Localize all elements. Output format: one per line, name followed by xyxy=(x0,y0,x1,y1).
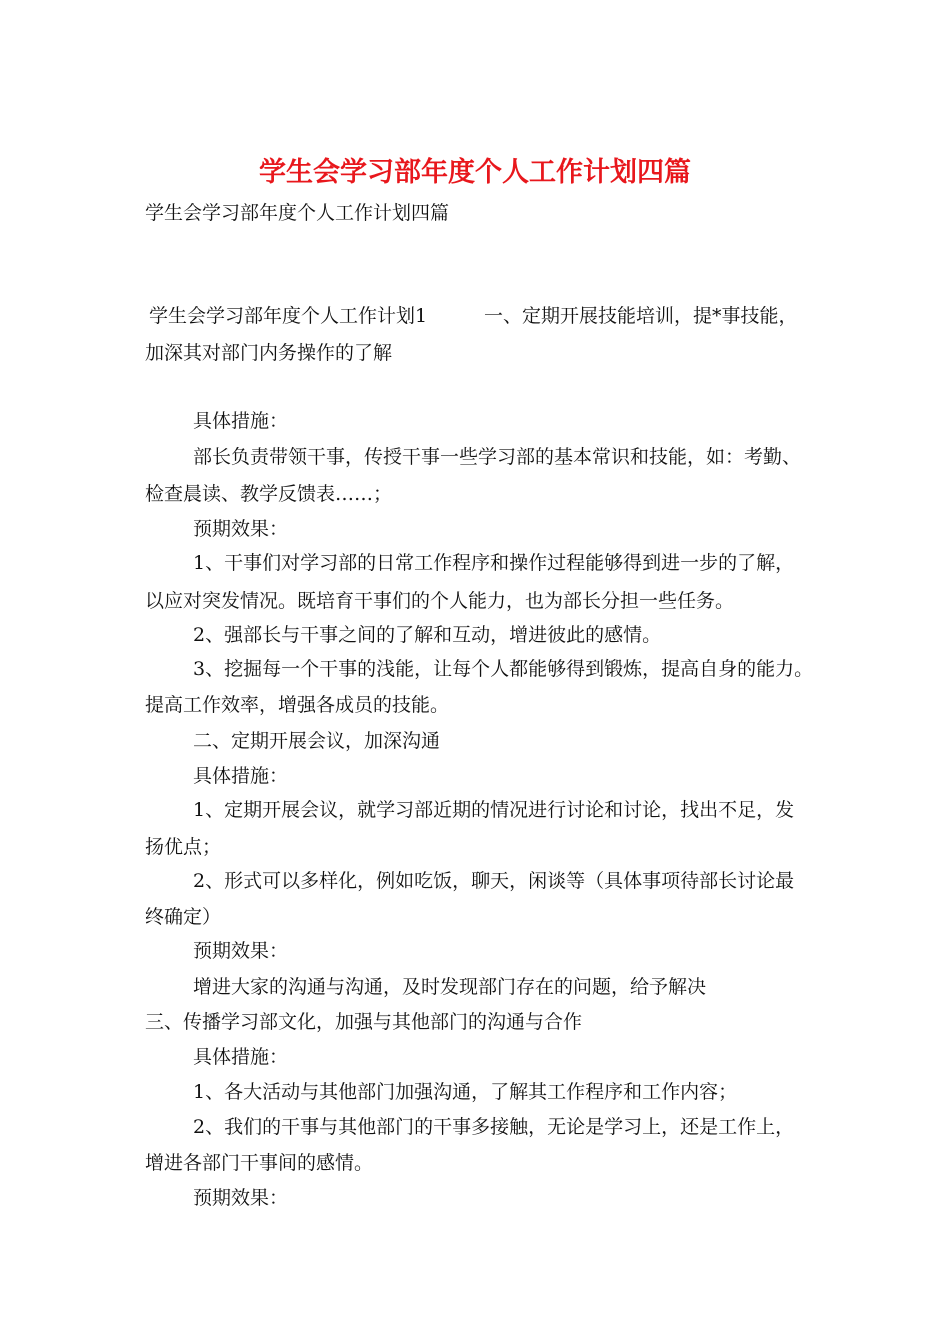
paragraph-line: 具体措施： xyxy=(193,1046,289,1068)
document-title: 学生会学习部年度个人工作计划四篇 xyxy=(259,157,691,188)
paragraph-line: 1、各大活动与其他部门加强沟通，了解其工作程序和工作内容； xyxy=(193,1081,738,1103)
paragraph-line: 增进大家的沟通与沟通，及时发现部门存在的问题，给予解决 xyxy=(193,976,707,998)
paragraph-line: 二、定期开展会议，加深沟通 xyxy=(193,730,441,752)
plan-heading: 学生会学习部年度个人工作计划1 xyxy=(149,305,428,327)
paragraph-line: 预期效果： xyxy=(193,940,289,962)
paragraph-line: 扬优点； xyxy=(145,836,222,858)
paragraph-line: 1、干事们对学习部的日常工作程序和操作过程能够得到进一步的了解， xyxy=(193,552,795,574)
paragraph-line: 检查晨读、教学反馈表……； xyxy=(145,483,393,505)
paragraph-line: 预期效果： xyxy=(193,1187,289,1209)
document-subtitle: 学生会学习部年度个人工作计划四篇 xyxy=(145,202,450,224)
paragraph-line: 部长负责带领干事，传授干事一些学习部的基本常识和技能，如：考勤、 xyxy=(193,446,802,468)
paragraph-line: 增进各部门干事间的感情。 xyxy=(145,1152,374,1174)
paragraph-line: 1、定期开展会议，就学习部近期的情况进行讨论和讨论，找出不足，发 xyxy=(193,799,795,821)
paragraph-line: 提高工作效率，增强各成员的技能。 xyxy=(145,694,450,716)
paragraph-line: 具体措施： xyxy=(193,410,289,432)
paragraph-line: 具体措施： xyxy=(193,765,289,787)
paragraph-line: 2、我们的干事与其他部门的干事多接触，无论是学习上，还是工作上， xyxy=(193,1116,795,1138)
paragraph-line: 终确定） xyxy=(145,906,222,928)
paragraph-line: 3、挖掘每一个干事的浅能，让每个人都能够得到锻炼，提高自身的能力。 xyxy=(193,658,814,680)
paragraph-line: 三、传播学习部文化，加强与其他部门的沟通与合作 xyxy=(145,1011,583,1033)
paragraph-line: 加深其对部门内务操作的了解 xyxy=(145,342,393,364)
paragraph-line: 2、形式可以多样化，例如吃饭，聊天，闲谈等（具体事项待部长讨论最 xyxy=(193,870,795,892)
paragraph-line: 预期效果： xyxy=(193,518,289,540)
paragraph-line: 一、定期开展技能培训，提*事技能， xyxy=(484,305,798,327)
paragraph-line: 2、强部长与干事之间的了解和互动，增进彼此的感情。 xyxy=(193,624,662,646)
paragraph-line: 以应对突发情况。既培育干事们的个人能力，也为部长分担一些任务。 xyxy=(145,590,735,612)
